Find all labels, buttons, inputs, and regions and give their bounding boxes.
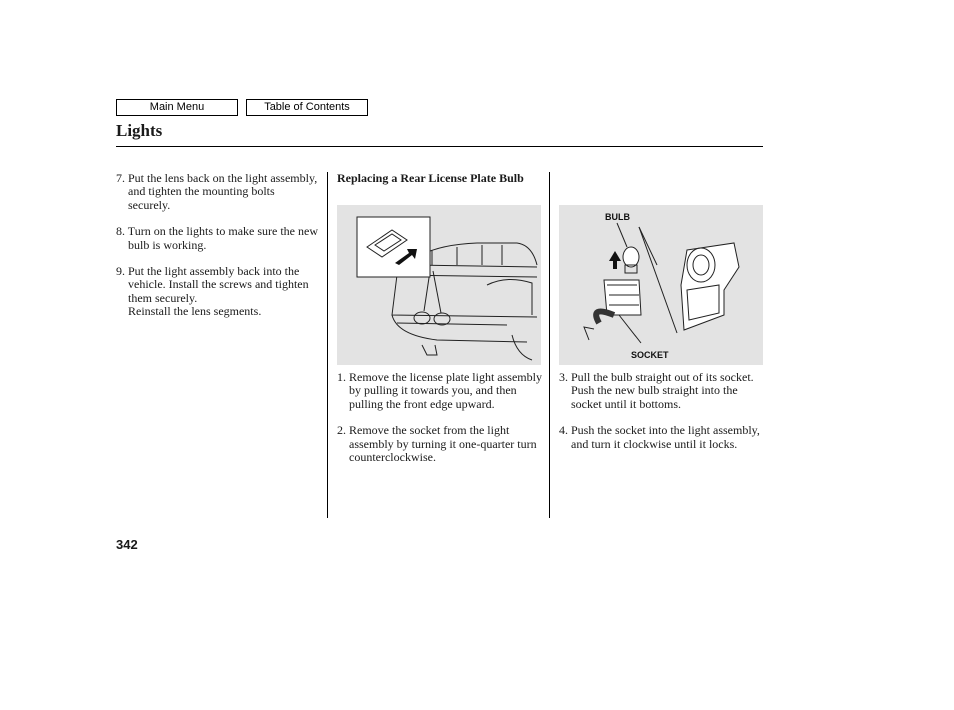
table-of-contents-button[interactable]: Table of Contents — [246, 99, 368, 116]
subheading: Replacing a Rear License Plate Bulb — [337, 171, 524, 185]
page-title: Lights — [116, 121, 163, 140]
tailgate-illustration — [337, 205, 541, 365]
step-9-note: Reinstall the lens segments. — [128, 304, 262, 319]
main-menu-button[interactable]: Main Menu — [116, 99, 238, 116]
page-number: 342 — [116, 537, 138, 552]
title-divider — [116, 146, 763, 147]
truck-tailgate-drawing — [337, 205, 541, 365]
right-column — [559, 371, 765, 464]
step-1: 1. Remove the license plate light assembly by pulling it towards you, and then pulling the front edge upward. — [337, 370, 542, 411]
middle-column — [337, 371, 547, 477]
step-7: 7. Put the lens back on the light assembly, and tighten the mounting bolts securely. — [116, 171, 318, 212]
step-2: 2. Remove the socket from the light assembly by turning it one-quarter turn counterclockwise. — [337, 423, 537, 465]
pull-up-arrow-icon — [609, 251, 621, 269]
column-divider-1 — [327, 172, 328, 518]
left-column — [116, 172, 318, 332]
bulb-socket-drawing — [559, 205, 763, 365]
column-divider-2 — [549, 172, 550, 518]
bulb-label: BULB — [605, 212, 630, 222]
step-8: 8. Turn on the lights to make sure the new bulb is working. — [116, 224, 318, 252]
step-9: 9. Put the light assembly back into the vehicle. Install the screws and tighten them securely. Reinstall the lens segments. — [116, 265, 318, 319]
step-4: 4. Push the socket into the light assembly, and turn it clockwise until it locks. — [559, 423, 760, 451]
step-3: 3. Pull the bulb straight out of its socket. Push the new bulb straight into the socket until it bottoms. — [559, 370, 754, 411]
socket-label: SOCKET — [631, 350, 669, 360]
socket-illustration — [559, 205, 763, 365]
